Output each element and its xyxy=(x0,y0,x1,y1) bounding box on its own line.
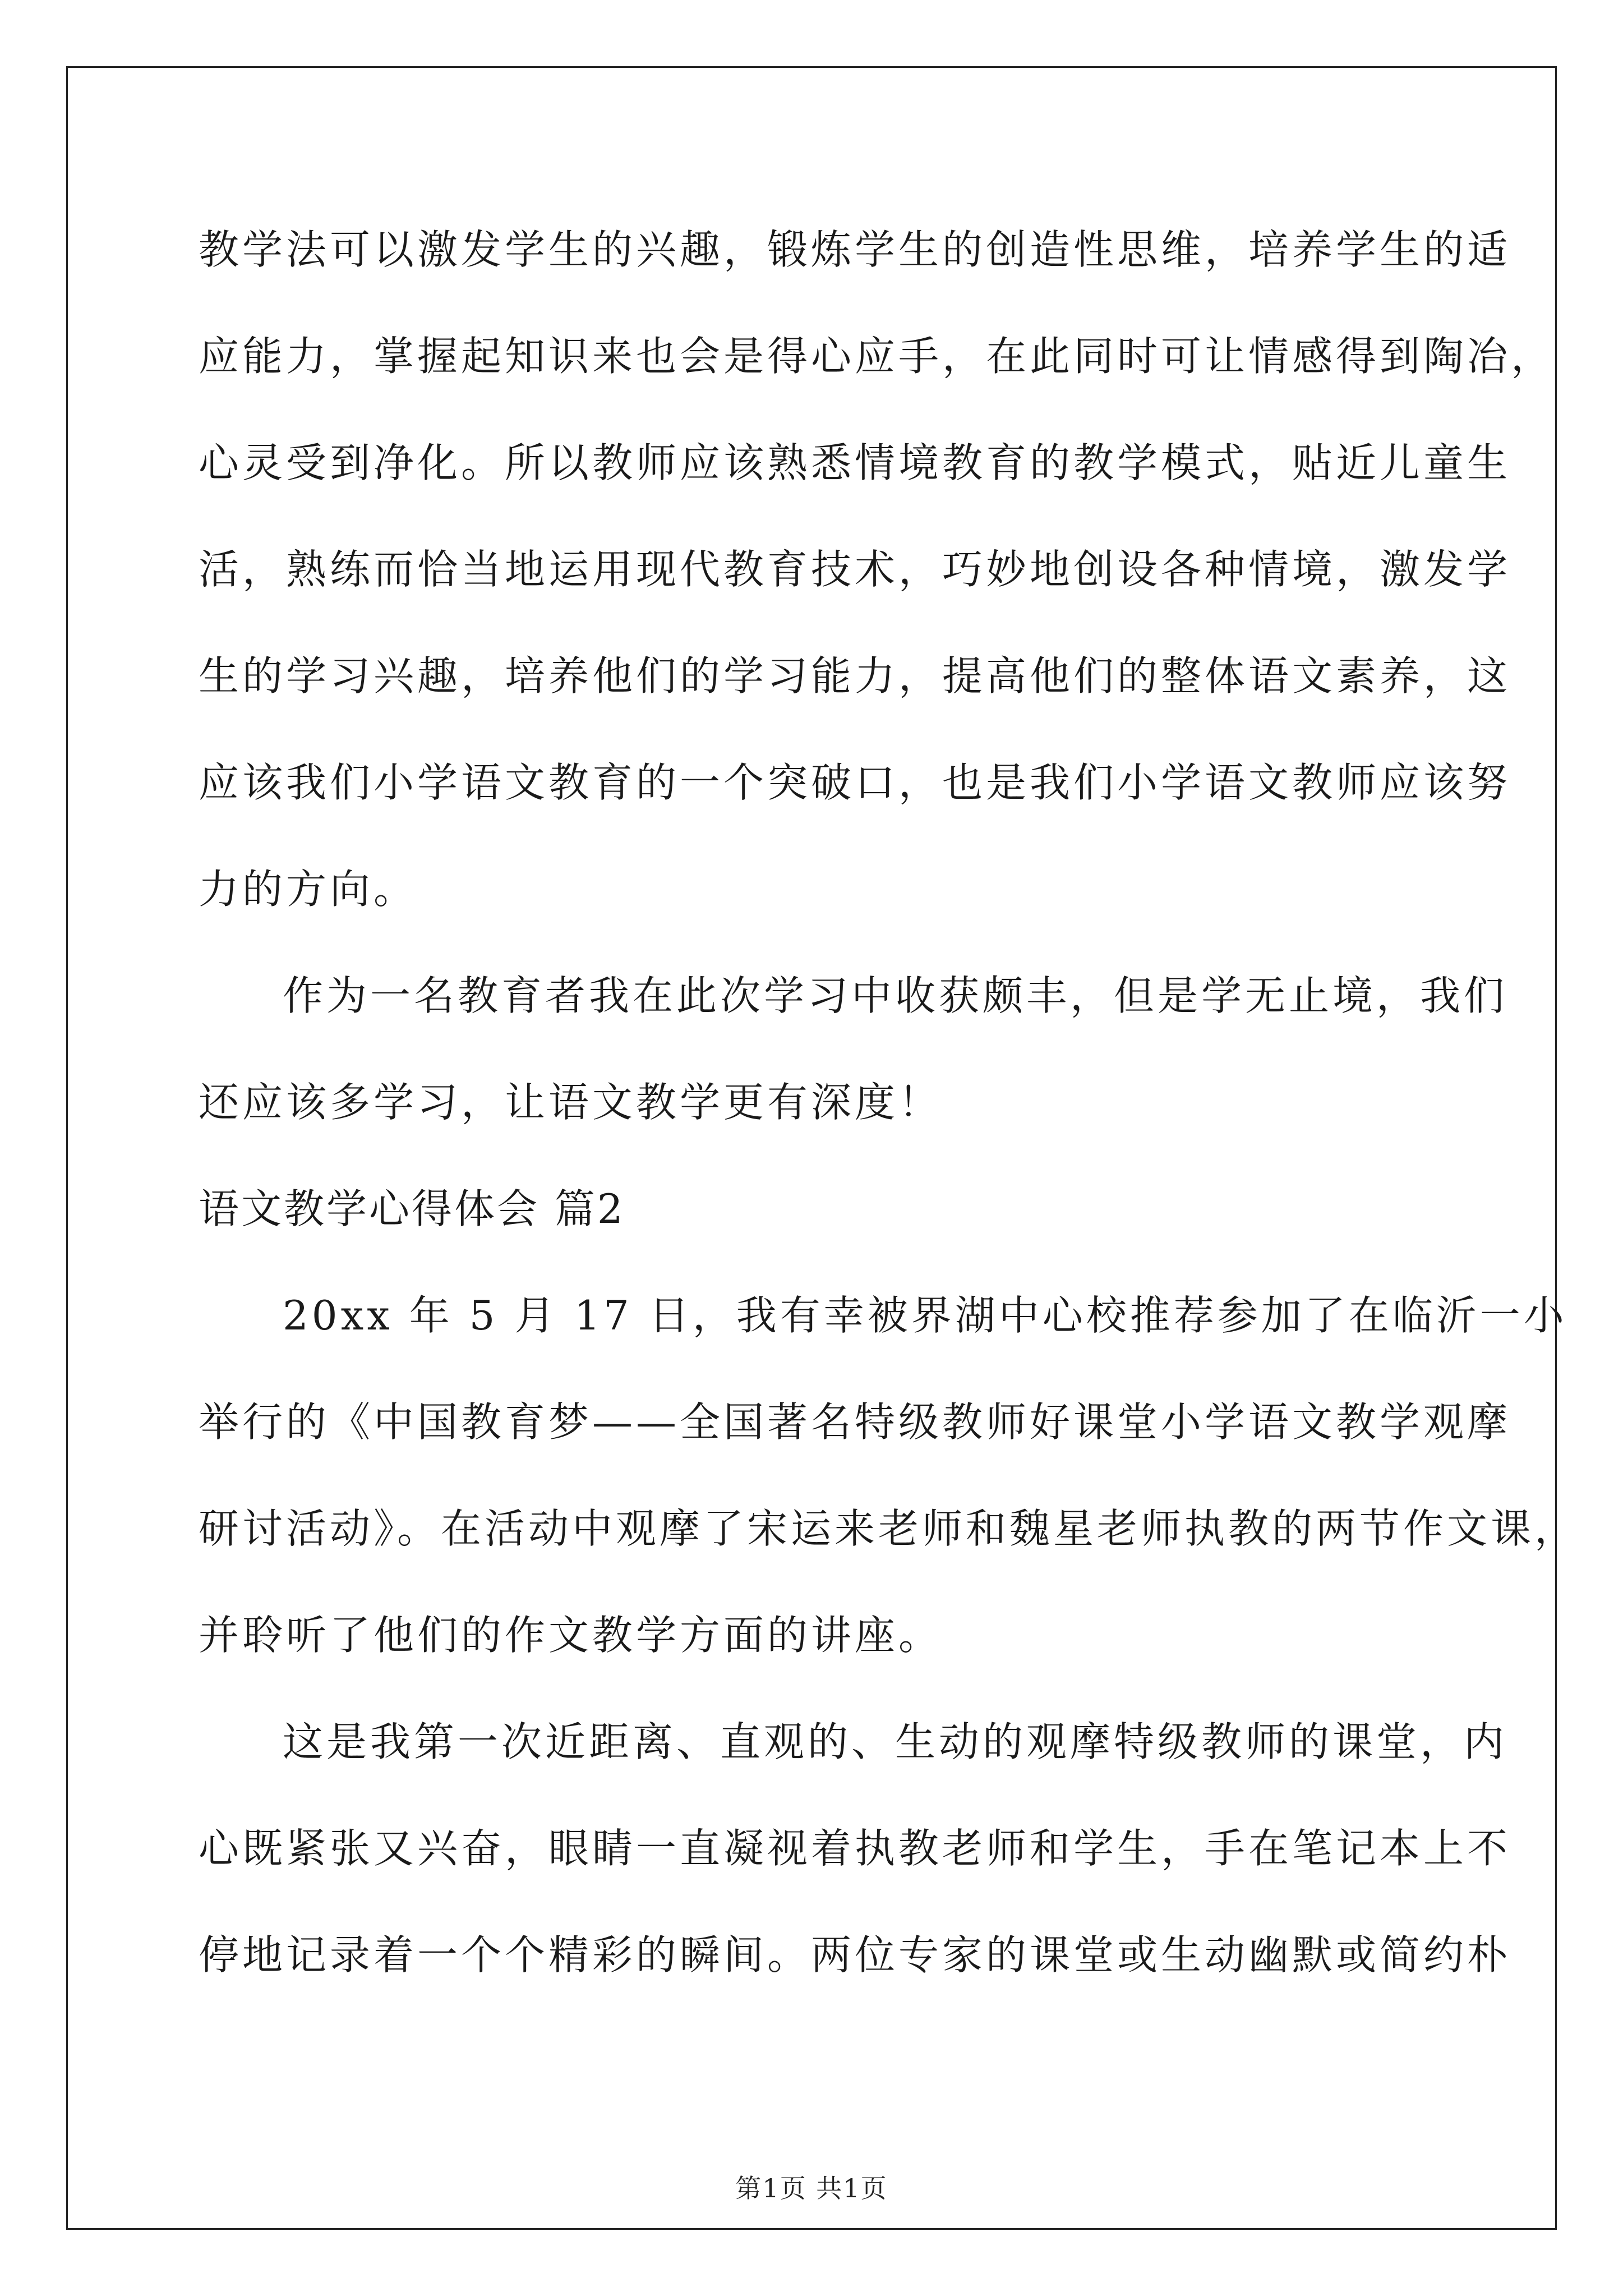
paragraph-line: 力的方向。 xyxy=(199,866,418,913)
paragraph-line: 举行的《中国教育梦——全国著名特级教师好课堂小学语文教学观摩 xyxy=(199,1398,1511,1446)
paragraph-line: 还应该多学习，让语文教学更有深度！ xyxy=(199,1079,943,1126)
paragraph-line: 作为一名教育者我在此次学习中收获颇丰，但是学无止境，我们 xyxy=(283,972,1508,1019)
paragraph-line: 心既紧张又兴奋，眼睛一直凝视着执教老师和学生，手在笔记本上不 xyxy=(199,1825,1511,1872)
paragraph-line: 20xx 年 5 月 17 日，我有幸被界湖中心校推荐参加了在临沂一小 xyxy=(283,1292,1567,1339)
paragraph-line: 心灵受到净化。所以教师应该熟悉情境教育的教学模式，贴近儿童生 xyxy=(199,439,1511,486)
paragraph-line: 研讨活动》。在活动中观摩了宋运来老师和魏星老师执教的两节作文课， xyxy=(199,1505,1579,1552)
paragraph-line: 这是我第一次近距离、直观的、生动的观摩特级教师的课堂，内 xyxy=(283,1718,1508,1765)
paragraph-line: 活，熟练而恰当地运用现代教育技术，巧妙地创设各种情境，激发学 xyxy=(199,546,1511,593)
paragraph-line: 教学法可以激发学生的兴趣，锻炼学生的创造性思维，培养学生的适 xyxy=(199,226,1511,273)
section-heading: 语文教学心得体会 篇2 xyxy=(199,1185,625,1232)
paragraph-line: 应能力，掌握起知识来也会是得心应手，在此同时可让情感得到陶冶， xyxy=(199,333,1555,380)
page-footer: 第1页 共1页 xyxy=(735,2173,888,2203)
paragraph-line: 生的学习兴趣，培养他们的学习能力，提高他们的整体语文素养，这 xyxy=(199,652,1511,700)
document-body xyxy=(199,213,1579,2025)
paragraph-line: 应该我们小学语文教育的一个突破口，也是我们小学语文教师应该努 xyxy=(199,759,1511,806)
paragraph-line: 停地记录着一个个精彩的瞬间。两位专家的课堂或生动幽默或简约朴 xyxy=(199,1931,1511,1978)
paragraph-line: 并聆听了他们的作文教学方面的讲座。 xyxy=(199,1612,943,1659)
